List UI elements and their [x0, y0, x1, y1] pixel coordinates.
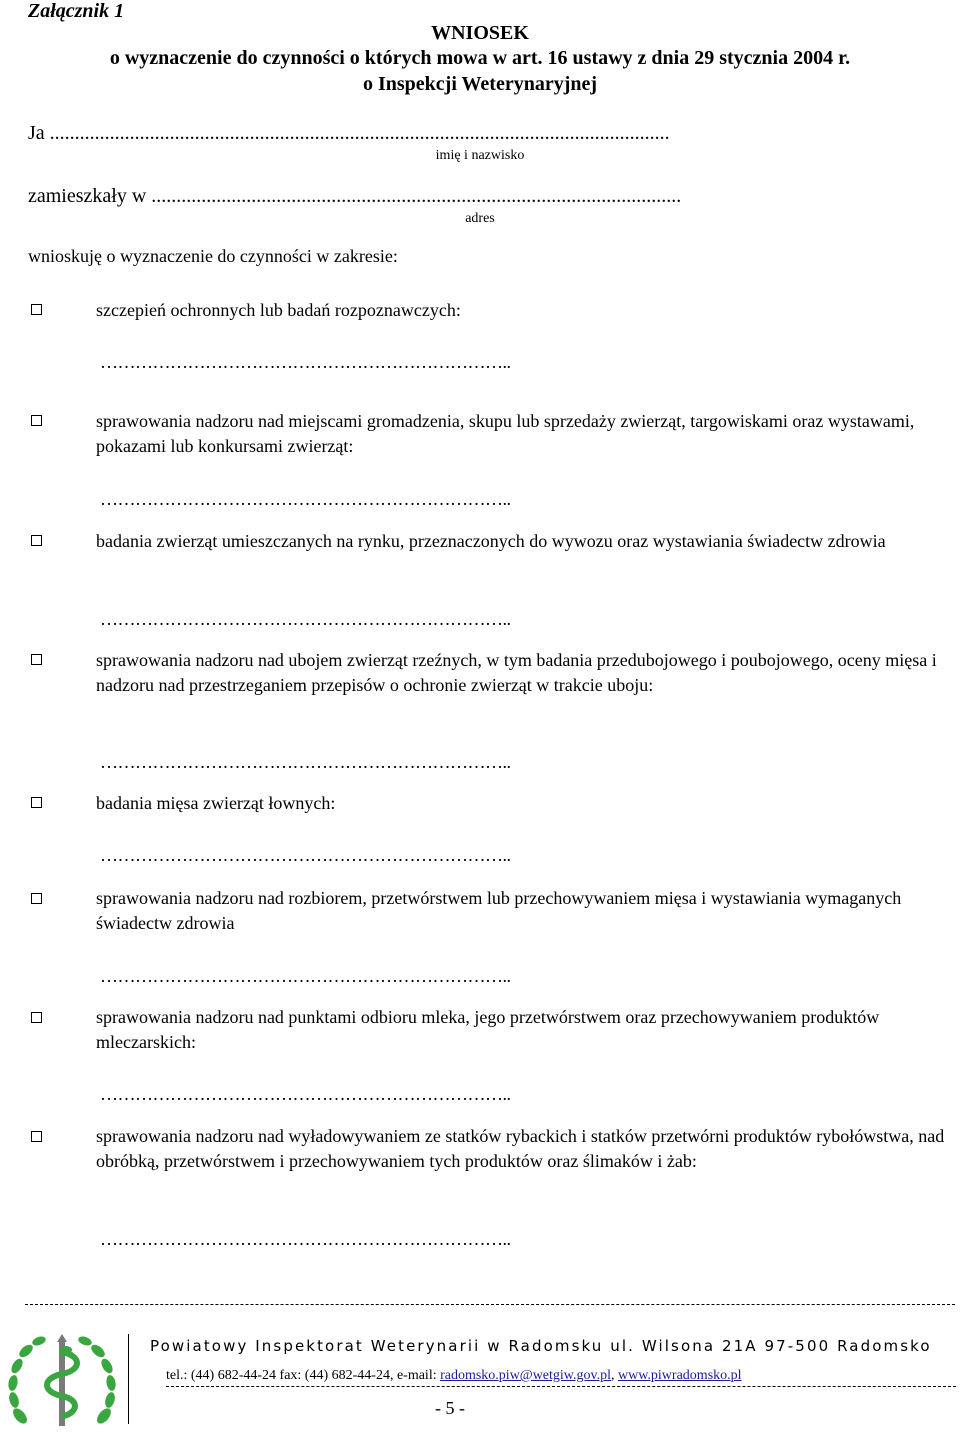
fill-line-vaccination[interactable]: ……………………………………………………………..: [100, 352, 511, 372]
fill-line-markets[interactable]: ……………………………………………………………..: [100, 489, 511, 509]
fill-line-meat-processing[interactable]: ……………………………………………………………..: [100, 966, 511, 986]
document-title: WNIOSEK: [431, 22, 529, 44]
intro-text: wnioskuję o wyznaczenie do czynności w zakresie:: [28, 246, 398, 266]
option-label-meat-processing: sprawowania nadzoru nad rozbiorem, przetwórstwem lub przechowywaniem mięsa i wystawiania wymaganych świadectw zdrowia: [96, 888, 902, 933]
fill-line-milk[interactable]: ……………………………………………………………..: [100, 1084, 511, 1104]
checkbox-milk[interactable]: [31, 1012, 42, 1023]
option-label-game-meat: badania mięsa zwierząt łownych:: [96, 793, 336, 813]
document-subtitle: o wyznaczenie do czynności o których mowa w art. 16 ustawy z dnia 29 stycznia 2004 r.: [109, 47, 851, 69]
checkbox-vaccination[interactable]: [31, 304, 42, 315]
option-label-milk: sprawowania nadzoru nad punktami odbioru mleka, jego przetwórstwem oraz przechowywaniem produktów mleczarskich:: [96, 1007, 880, 1052]
address-field[interactable]: zamieszkały w ..........................................................................................................: [28, 185, 682, 207]
footer-contact-phones: tel.: (44) 682-44-24 fax: (44) 682-44-24, e-mail:: [166, 1368, 441, 1383]
name-field[interactable]: Ja ............................................................................................................................: [28, 122, 670, 144]
fill-line-slaughter[interactable]: ……………………………………………………………..: [100, 752, 511, 772]
annex-label: Załącznik 1: [28, 0, 125, 22]
fill-line-animal-exams[interactable]: ……………………………………………………………..: [100, 609, 511, 629]
option-label-animal-exams: badania zwierząt umieszczanych na rynku, przeznaczonych do wywozu oraz wystawiania świadectw zdrowia: [96, 531, 886, 551]
option-label-vaccination: szczepień ochronnych lub badań rozpoznawczych:: [96, 300, 461, 320]
footer-separator: [25, 1304, 955, 1311]
checkbox-game-meat[interactable]: [31, 797, 42, 808]
checkbox-markets[interactable]: [31, 415, 42, 426]
page-number: - 5 -: [435, 1398, 465, 1418]
option-label-markets: sprawowania nadzoru nad miejscami gromadzenia, skupu lub sprzedaży zwierząt, targowiskami oraz wystawami, pokazami lub konkursami zwierząt:: [96, 411, 915, 456]
footer-contact-separator: ,: [611, 1368, 618, 1383]
document-subtitle-line2: o Inspekcji Weterynaryjnej: [362, 73, 598, 95]
checkbox-fishery[interactable]: [31, 1131, 42, 1142]
footer-contact: [166, 1368, 742, 1384]
option-label-fishery: sprawowania nadzoru nad wyładowywaniem ze statków rybackich i statków przetwórni produktów rybołówstwa, nad obróbką, przetwórstwem i przechowywaniem tych produktów oraz ślimaków i żab:: [96, 1126, 945, 1171]
checkbox-animal-exams[interactable]: [31, 535, 42, 546]
option-label-slaughter: sprawowania nadzoru nad ubojem zwierząt rzeźnych, w tym badania przedubojowego i poubojowego, oceny mięsa i nadzoru nad przestrzeganiem przepisów o ochronie zwierząt w trakcie uboju:: [96, 650, 937, 695]
checkbox-slaughter[interactable]: [31, 654, 42, 665]
fill-line-fishery[interactable]: ……………………………………………………………..: [100, 1229, 511, 1249]
name-caption: imię i nazwisko: [435, 148, 525, 163]
footer-office-address: Powiatowy Inspektorat Weterynarii w Radomsku ul. Wilsona 21A 97-500 Radomsko: [150, 1337, 932, 1355]
checkbox-meat-processing[interactable]: [31, 893, 42, 904]
website-link[interactable]: www.piwradomsko.pl: [618, 1368, 742, 1383]
address-caption: adres: [465, 211, 495, 226]
footer-contact-underline: [166, 1386, 956, 1387]
fill-line-game-meat[interactable]: ……………………………………………………………..: [100, 845, 511, 865]
email-link[interactable]: radomsko.piw@wetgiw.gov.pl: [440, 1368, 611, 1383]
